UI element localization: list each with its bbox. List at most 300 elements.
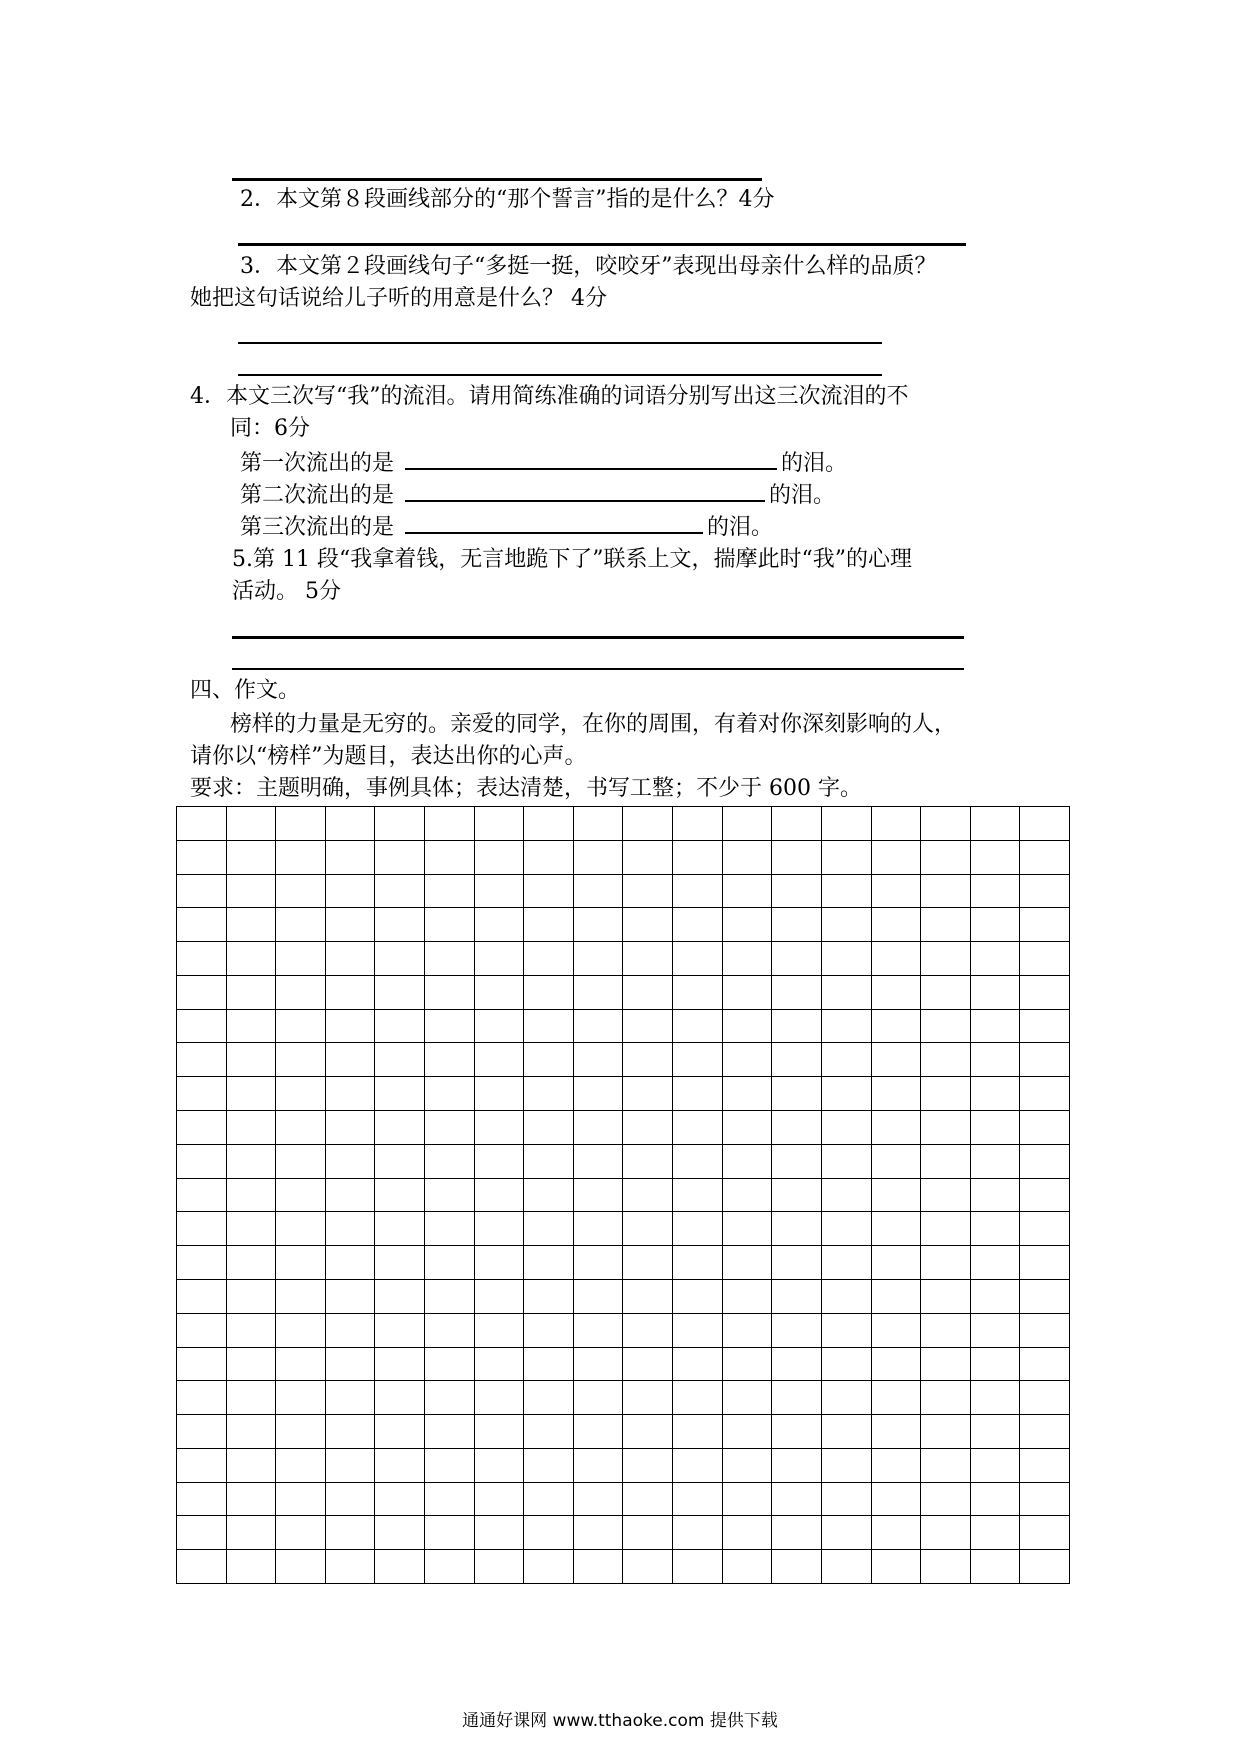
grid-cell[interactable] <box>772 1482 822 1516</box>
grid-cell[interactable] <box>177 1009 227 1043</box>
grid-cell[interactable] <box>970 1415 1020 1449</box>
grid-cell[interactable] <box>325 1448 375 1482</box>
grid-cell[interactable] <box>821 1482 871 1516</box>
grid-cell[interactable] <box>425 1482 475 1516</box>
grid-cell[interactable] <box>474 1144 524 1178</box>
grid-cell[interactable] <box>276 1111 326 1145</box>
grid-cell[interactable] <box>226 942 276 976</box>
grid-cell[interactable] <box>325 908 375 942</box>
grid-cell[interactable] <box>871 1313 921 1347</box>
grid-cell[interactable] <box>226 1111 276 1145</box>
grid-cell[interactable] <box>474 975 524 1009</box>
grid-cell[interactable] <box>573 1178 623 1212</box>
grid-cell[interactable] <box>871 840 921 874</box>
grid-cell[interactable] <box>325 942 375 976</box>
grid-cell[interactable] <box>276 1009 326 1043</box>
grid-cell[interactable] <box>524 1415 574 1449</box>
grid-cell[interactable] <box>226 1482 276 1516</box>
grid-cell[interactable] <box>375 1550 425 1584</box>
grid-cell[interactable] <box>772 1415 822 1449</box>
grid-cell[interactable] <box>1020 1111 1070 1145</box>
grid-cell[interactable] <box>375 1381 425 1415</box>
grid-cell[interactable] <box>921 908 971 942</box>
grid-cell[interactable] <box>673 1212 723 1246</box>
grid-cell[interactable] <box>573 1313 623 1347</box>
grid-cell[interactable] <box>226 1246 276 1280</box>
grid-cell[interactable] <box>524 1313 574 1347</box>
grid-cell[interactable] <box>524 1516 574 1550</box>
grid-cell[interactable] <box>1020 942 1070 976</box>
grid-cell[interactable] <box>921 1043 971 1077</box>
grid-cell[interactable] <box>772 975 822 1009</box>
grid-cell[interactable] <box>325 1144 375 1178</box>
grid-cell[interactable] <box>871 1516 921 1550</box>
grid-cell[interactable] <box>177 1279 227 1313</box>
grid-cell[interactable] <box>177 1043 227 1077</box>
grid-cell[interactable] <box>474 1246 524 1280</box>
grid-cell[interactable] <box>226 840 276 874</box>
grid-cell[interactable] <box>1020 840 1070 874</box>
grid-cell[interactable] <box>425 1246 475 1280</box>
grid-cell[interactable] <box>970 1077 1020 1111</box>
grid-cell[interactable] <box>573 1482 623 1516</box>
grid-cell[interactable] <box>722 1043 772 1077</box>
grid-cell[interactable] <box>573 1111 623 1145</box>
grid-cell[interactable] <box>573 942 623 976</box>
grid-cell[interactable] <box>573 874 623 908</box>
grid-cell[interactable] <box>821 807 871 841</box>
fill-blank[interactable] <box>405 478 765 502</box>
grid-cell[interactable] <box>623 1448 673 1482</box>
grid-cell[interactable] <box>871 1144 921 1178</box>
grid-cell[interactable] <box>970 1212 1020 1246</box>
grid-cell[interactable] <box>772 1448 822 1482</box>
grid-cell[interactable] <box>821 840 871 874</box>
grid-cell[interactable] <box>772 1313 822 1347</box>
grid-cell[interactable] <box>375 1279 425 1313</box>
grid-cell[interactable] <box>573 1246 623 1280</box>
grid-cell[interactable] <box>623 1178 673 1212</box>
grid-cell[interactable] <box>1020 1212 1070 1246</box>
grid-cell[interactable] <box>673 1313 723 1347</box>
grid-cell[interactable] <box>573 975 623 1009</box>
grid-cell[interactable] <box>276 840 326 874</box>
grid-cell[interactable] <box>573 1550 623 1584</box>
grid-cell[interactable] <box>474 1043 524 1077</box>
grid-cell[interactable] <box>325 1178 375 1212</box>
grid-cell[interactable] <box>524 1077 574 1111</box>
grid-cell[interactable] <box>871 1077 921 1111</box>
grid-cell[interactable] <box>226 1381 276 1415</box>
grid-cell[interactable] <box>375 1313 425 1347</box>
grid-cell[interactable] <box>474 1009 524 1043</box>
grid-cell[interactable] <box>970 1482 1020 1516</box>
grid-cell[interactable] <box>1020 1347 1070 1381</box>
grid-cell[interactable] <box>772 908 822 942</box>
grid-cell[interactable] <box>375 1482 425 1516</box>
grid-cell[interactable] <box>573 840 623 874</box>
grid-cell[interactable] <box>375 908 425 942</box>
grid-cell[interactable] <box>524 807 574 841</box>
grid-cell[interactable] <box>921 1111 971 1145</box>
grid-cell[interactable] <box>375 975 425 1009</box>
grid-cell[interactable] <box>722 1246 772 1280</box>
grid-cell[interactable] <box>474 840 524 874</box>
grid-cell[interactable] <box>226 1448 276 1482</box>
grid-cell[interactable] <box>1020 807 1070 841</box>
grid-cell[interactable] <box>177 1347 227 1381</box>
fill-blank[interactable] <box>405 446 777 470</box>
grid-cell[interactable] <box>375 1009 425 1043</box>
grid-cell[interactable] <box>1020 1009 1070 1043</box>
grid-cell[interactable] <box>1020 1381 1070 1415</box>
grid-cell[interactable] <box>425 1313 475 1347</box>
grid-cell[interactable] <box>871 1212 921 1246</box>
grid-cell[interactable] <box>573 908 623 942</box>
grid-cell[interactable] <box>276 1246 326 1280</box>
grid-cell[interactable] <box>970 1144 1020 1178</box>
grid-cell[interactable] <box>325 1415 375 1449</box>
grid-cell[interactable] <box>226 1279 276 1313</box>
grid-cell[interactable] <box>276 1482 326 1516</box>
grid-cell[interactable] <box>921 807 971 841</box>
grid-cell[interactable] <box>772 1043 822 1077</box>
grid-cell[interactable] <box>325 1347 375 1381</box>
grid-cell[interactable] <box>871 1279 921 1313</box>
grid-cell[interactable] <box>821 1178 871 1212</box>
grid-cell[interactable] <box>772 1144 822 1178</box>
grid-cell[interactable] <box>871 1111 921 1145</box>
grid-cell[interactable] <box>474 1550 524 1584</box>
grid-cell[interactable] <box>425 1077 475 1111</box>
grid-cell[interactable] <box>276 908 326 942</box>
grid-cell[interactable] <box>921 1550 971 1584</box>
grid-cell[interactable] <box>871 874 921 908</box>
grid-cell[interactable] <box>425 1212 475 1246</box>
grid-cell[interactable] <box>673 1381 723 1415</box>
grid-cell[interactable] <box>276 1212 326 1246</box>
grid-cell[interactable] <box>722 1144 772 1178</box>
grid-cell[interactable] <box>1020 1246 1070 1280</box>
grid-cell[interactable] <box>772 1009 822 1043</box>
grid-cell[interactable] <box>921 1077 971 1111</box>
grid-cell[interactable] <box>623 1347 673 1381</box>
grid-cell[interactable] <box>375 1178 425 1212</box>
grid-cell[interactable] <box>970 1550 1020 1584</box>
grid-cell[interactable] <box>524 1347 574 1381</box>
grid-cell[interactable] <box>325 975 375 1009</box>
grid-cell[interactable] <box>524 1009 574 1043</box>
grid-cell[interactable] <box>623 1550 673 1584</box>
grid-cell[interactable] <box>871 1043 921 1077</box>
grid-cell[interactable] <box>821 1077 871 1111</box>
grid-cell[interactable] <box>1020 1077 1070 1111</box>
grid-cell[interactable] <box>722 908 772 942</box>
grid-cell[interactable] <box>772 1516 822 1550</box>
grid-cell[interactable] <box>325 1009 375 1043</box>
grid-cell[interactable] <box>821 975 871 1009</box>
grid-cell[interactable] <box>573 1077 623 1111</box>
grid-cell[interactable] <box>1020 975 1070 1009</box>
grid-cell[interactable] <box>375 1111 425 1145</box>
grid-cell[interactable] <box>921 874 971 908</box>
grid-cell[interactable] <box>722 840 772 874</box>
grid-cell[interactable] <box>871 1347 921 1381</box>
grid-cell[interactable] <box>921 1516 971 1550</box>
grid-cell[interactable] <box>177 1448 227 1482</box>
grid-cell[interactable] <box>821 1313 871 1347</box>
grid-cell[interactable] <box>276 1077 326 1111</box>
grid-cell[interactable] <box>425 807 475 841</box>
grid-cell[interactable] <box>970 1347 1020 1381</box>
grid-cell[interactable] <box>970 1448 1020 1482</box>
grid-cell[interactable] <box>871 942 921 976</box>
grid-cell[interactable] <box>722 1212 772 1246</box>
grid-cell[interactable] <box>226 1516 276 1550</box>
grid-cell[interactable] <box>970 1313 1020 1347</box>
grid-cell[interactable] <box>772 1347 822 1381</box>
grid-cell[interactable] <box>226 1043 276 1077</box>
grid-cell[interactable] <box>425 1111 475 1145</box>
grid-cell[interactable] <box>871 1246 921 1280</box>
grid-cell[interactable] <box>524 1381 574 1415</box>
grid-cell[interactable] <box>772 874 822 908</box>
grid-cell[interactable] <box>921 975 971 1009</box>
grid-cell[interactable] <box>474 1347 524 1381</box>
grid-cell[interactable] <box>474 1415 524 1449</box>
grid-cell[interactable] <box>425 1043 475 1077</box>
grid-cell[interactable] <box>821 1144 871 1178</box>
grid-cell[interactable] <box>276 1550 326 1584</box>
grid-cell[interactable] <box>722 1077 772 1111</box>
grid-cell[interactable] <box>722 942 772 976</box>
grid-cell[interactable] <box>722 975 772 1009</box>
grid-cell[interactable] <box>970 1043 1020 1077</box>
grid-cell[interactable] <box>623 1415 673 1449</box>
grid-cell[interactable] <box>524 1246 574 1280</box>
grid-cell[interactable] <box>623 1111 673 1145</box>
grid-cell[interactable] <box>573 1448 623 1482</box>
grid-cell[interactable] <box>921 1313 971 1347</box>
grid-cell[interactable] <box>623 1313 673 1347</box>
grid-cell[interactable] <box>375 1415 425 1449</box>
grid-cell[interactable] <box>623 1482 673 1516</box>
grid-cell[interactable] <box>623 908 673 942</box>
grid-cell[interactable] <box>673 1043 723 1077</box>
grid-cell[interactable] <box>623 1246 673 1280</box>
grid-cell[interactable] <box>673 1415 723 1449</box>
grid-cell[interactable] <box>772 1550 822 1584</box>
grid-cell[interactable] <box>325 840 375 874</box>
grid-cell[interactable] <box>177 1246 227 1280</box>
fill-blank[interactable] <box>405 510 703 534</box>
grid-cell[interactable] <box>673 908 723 942</box>
grid-cell[interactable] <box>1020 1144 1070 1178</box>
grid-cell[interactable] <box>276 1415 326 1449</box>
grid-cell[interactable] <box>871 807 921 841</box>
grid-cell[interactable] <box>821 1111 871 1145</box>
grid-cell[interactable] <box>573 1415 623 1449</box>
grid-cell[interactable] <box>325 1077 375 1111</box>
grid-cell[interactable] <box>821 1246 871 1280</box>
grid-cell[interactable] <box>226 975 276 1009</box>
grid-cell[interactable] <box>772 1111 822 1145</box>
grid-cell[interactable] <box>573 1212 623 1246</box>
grid-cell[interactable] <box>921 1144 971 1178</box>
grid-cell[interactable] <box>1020 1178 1070 1212</box>
grid-cell[interactable] <box>821 908 871 942</box>
grid-cell[interactable] <box>524 908 574 942</box>
grid-cell[interactable] <box>276 942 326 976</box>
grid-cell[interactable] <box>623 1212 673 1246</box>
grid-cell[interactable] <box>821 1009 871 1043</box>
grid-cell[interactable] <box>325 1482 375 1516</box>
grid-cell[interactable] <box>474 1178 524 1212</box>
grid-cell[interactable] <box>623 1144 673 1178</box>
grid-cell[interactable] <box>325 1516 375 1550</box>
grid-cell[interactable] <box>573 1279 623 1313</box>
grid-cell[interactable] <box>623 1279 673 1313</box>
grid-cell[interactable] <box>524 942 574 976</box>
grid-cell[interactable] <box>226 1550 276 1584</box>
grid-cell[interactable] <box>177 1482 227 1516</box>
grid-cell[interactable] <box>673 1550 723 1584</box>
grid-cell[interactable] <box>673 1516 723 1550</box>
grid-cell[interactable] <box>177 1212 227 1246</box>
grid-cell[interactable] <box>970 874 1020 908</box>
grid-cell[interactable] <box>673 807 723 841</box>
grid-cell[interactable] <box>474 1482 524 1516</box>
grid-cell[interactable] <box>921 1381 971 1415</box>
grid-cell[interactable] <box>722 1111 772 1145</box>
grid-cell[interactable] <box>1020 1313 1070 1347</box>
grid-cell[interactable] <box>871 1178 921 1212</box>
grid-cell[interactable] <box>673 1111 723 1145</box>
grid-cell[interactable] <box>177 874 227 908</box>
grid-cell[interactable] <box>673 874 723 908</box>
grid-cell[interactable] <box>821 1516 871 1550</box>
grid-cell[interactable] <box>177 1313 227 1347</box>
grid-cell[interactable] <box>673 975 723 1009</box>
grid-cell[interactable] <box>425 1279 475 1313</box>
grid-cell[interactable] <box>573 1381 623 1415</box>
grid-cell[interactable] <box>276 807 326 841</box>
grid-cell[interactable] <box>722 1516 772 1550</box>
grid-cell[interactable] <box>375 807 425 841</box>
grid-cell[interactable] <box>623 1077 673 1111</box>
grid-cell[interactable] <box>177 975 227 1009</box>
grid-cell[interactable] <box>474 1279 524 1313</box>
grid-cell[interactable] <box>325 1111 375 1145</box>
grid-cell[interactable] <box>375 1144 425 1178</box>
grid-cell[interactable] <box>722 1482 772 1516</box>
grid-cell[interactable] <box>871 908 921 942</box>
grid-cell[interactable] <box>177 1415 227 1449</box>
grid-cell[interactable] <box>474 1212 524 1246</box>
grid-cell[interactable] <box>474 942 524 976</box>
grid-cell[interactable] <box>821 1381 871 1415</box>
grid-cell[interactable] <box>325 1313 375 1347</box>
grid-cell[interactable] <box>325 1043 375 1077</box>
grid-cell[interactable] <box>821 1347 871 1381</box>
grid-cell[interactable] <box>970 1009 1020 1043</box>
grid-cell[interactable] <box>970 942 1020 976</box>
grid-cell[interactable] <box>474 874 524 908</box>
grid-cell[interactable] <box>226 908 276 942</box>
grid-cell[interactable] <box>722 1009 772 1043</box>
grid-cell[interactable] <box>623 975 673 1009</box>
grid-cell[interactable] <box>325 1246 375 1280</box>
grid-cell[interactable] <box>425 874 475 908</box>
grid-cell[interactable] <box>226 1077 276 1111</box>
grid-cell[interactable] <box>276 1144 326 1178</box>
grid-cell[interactable] <box>177 1381 227 1415</box>
grid-cell[interactable] <box>772 1212 822 1246</box>
grid-cell[interactable] <box>524 1178 574 1212</box>
grid-cell[interactable] <box>425 1516 475 1550</box>
grid-cell[interactable] <box>177 1516 227 1550</box>
grid-cell[interactable] <box>425 1550 475 1584</box>
grid-cell[interactable] <box>871 1381 921 1415</box>
grid-cell[interactable] <box>623 1516 673 1550</box>
grid-cell[interactable] <box>276 975 326 1009</box>
grid-cell[interactable] <box>425 908 475 942</box>
grid-cell[interactable] <box>177 1111 227 1145</box>
grid-cell[interactable] <box>970 1246 1020 1280</box>
grid-cell[interactable] <box>177 1077 227 1111</box>
grid-cell[interactable] <box>325 1381 375 1415</box>
grid-cell[interactable] <box>177 942 227 976</box>
grid-cell[interactable] <box>425 1144 475 1178</box>
grid-cell[interactable] <box>425 1448 475 1482</box>
grid-cell[interactable] <box>325 807 375 841</box>
grid-cell[interactable] <box>474 1381 524 1415</box>
grid-cell[interactable] <box>970 1279 1020 1313</box>
grid-cell[interactable] <box>871 1009 921 1043</box>
grid-cell[interactable] <box>276 1178 326 1212</box>
grid-cell[interactable] <box>772 1279 822 1313</box>
grid-cell[interactable] <box>375 874 425 908</box>
grid-cell[interactable] <box>821 1415 871 1449</box>
grid-cell[interactable] <box>921 1246 971 1280</box>
grid-cell[interactable] <box>722 1279 772 1313</box>
grid-cell[interactable] <box>524 1212 574 1246</box>
grid-cell[interactable] <box>177 840 227 874</box>
grid-cell[interactable] <box>871 1415 921 1449</box>
grid-cell[interactable] <box>276 1313 326 1347</box>
grid-cell[interactable] <box>970 1178 1020 1212</box>
grid-cell[interactable] <box>425 975 475 1009</box>
grid-cell[interactable] <box>226 1178 276 1212</box>
grid-cell[interactable] <box>722 1415 772 1449</box>
grid-cell[interactable] <box>276 1279 326 1313</box>
grid-cell[interactable] <box>226 1212 276 1246</box>
grid-cell[interactable] <box>921 1347 971 1381</box>
grid-cell[interactable] <box>921 1448 971 1482</box>
grid-cell[interactable] <box>425 1009 475 1043</box>
grid-cell[interactable] <box>673 1009 723 1043</box>
grid-cell[interactable] <box>722 1381 772 1415</box>
grid-cell[interactable] <box>722 807 772 841</box>
grid-cell[interactable] <box>772 1381 822 1415</box>
grid-cell[interactable] <box>474 1077 524 1111</box>
grid-cell[interactable] <box>921 1212 971 1246</box>
grid-cell[interactable] <box>425 1347 475 1381</box>
grid-cell[interactable] <box>722 1178 772 1212</box>
grid-cell[interactable] <box>673 1347 723 1381</box>
grid-cell[interactable] <box>871 975 921 1009</box>
grid-cell[interactable] <box>524 1550 574 1584</box>
